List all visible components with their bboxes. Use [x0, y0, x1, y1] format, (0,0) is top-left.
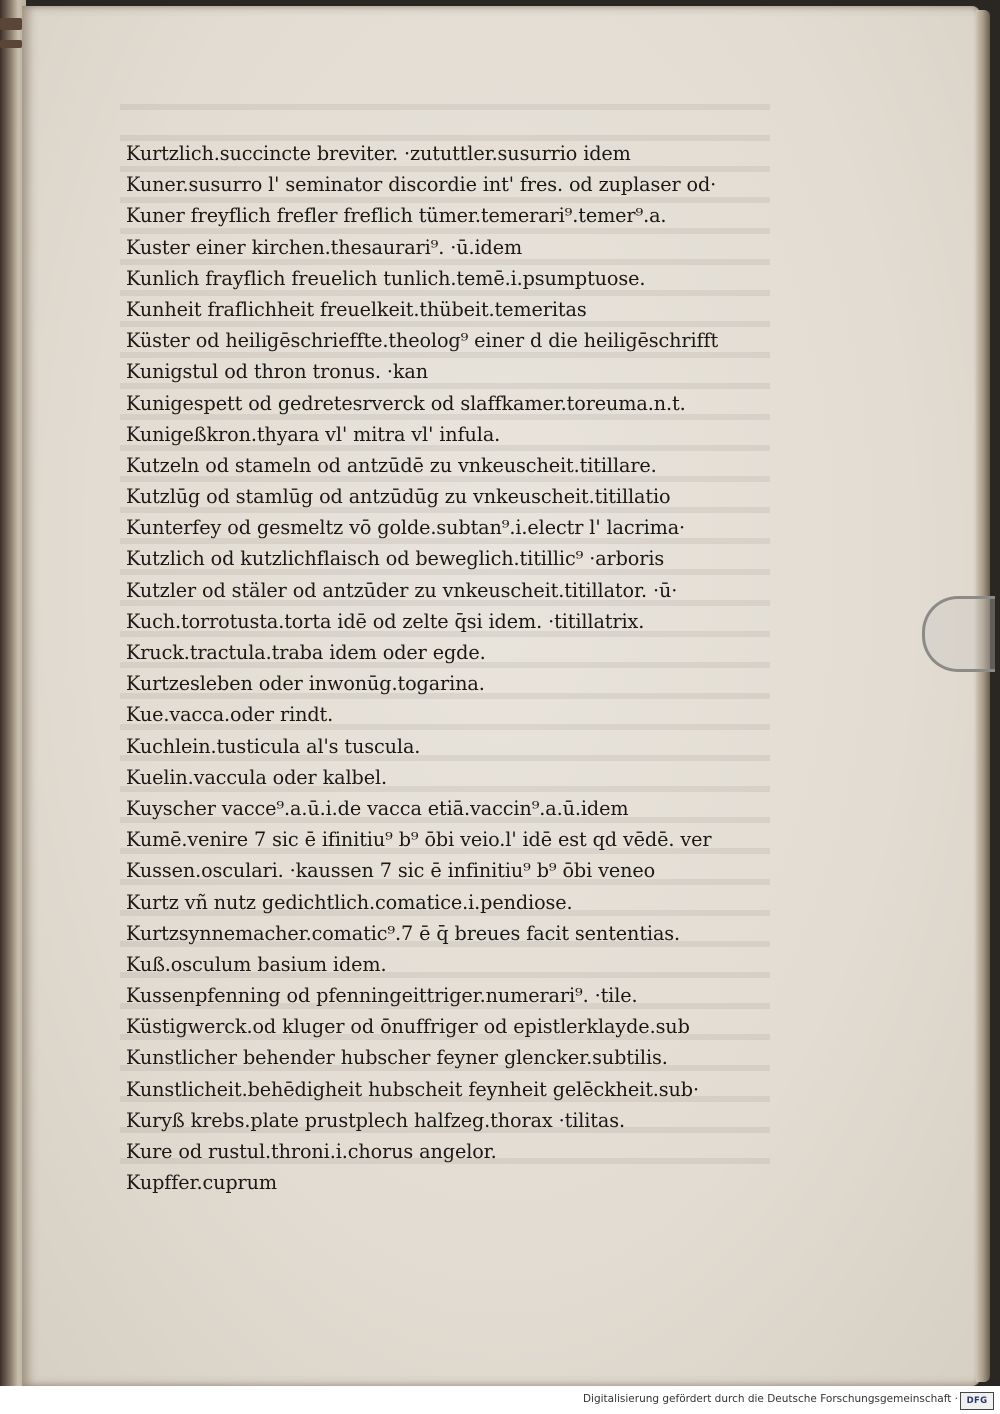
text-line: Kuster einer kirchen.thesaurari⁹. ·ū.idem — [126, 235, 523, 259]
text-line: Kupffer.cuprum — [126, 1171, 277, 1195]
text-line: Kutzlūg od stamlūg od antzūdūg zu vnkeuscheit.titillatio — [126, 485, 671, 509]
spine-band — [0, 40, 22, 48]
text-line: Kruck.tractula.traba idem oder egde. — [126, 641, 486, 664]
text-line: Kuch.torrotusta.torta idē od zelte q̄si idem. ·titillatrix. — [126, 609, 645, 633]
footer-bar — [0, 1386, 1000, 1414]
spine-band — [0, 18, 22, 30]
text-line: Kurtzesleben oder inwonūg.togarina. — [126, 672, 485, 696]
text-line: Kussen.osculari. ·kaussen 7 sic ē infinitiu⁹ b⁹ ōbi veneo — [126, 859, 656, 883]
text-line: Kutzeln od stameln od antzūdē zu vnkeuscheit.titillare. — [126, 453, 657, 477]
page-text — [126, 138, 776, 1198]
text-line: Kue.vacca.oder rindt. — [126, 703, 334, 727]
text-line: Kuchlein.tusticula al's tuscula. — [126, 734, 421, 758]
text-line: Kutzler od stäler od antzūder zu vnkeuscheit.titillator. ·ū· — [126, 578, 678, 602]
page-clip — [922, 596, 995, 672]
text-line: Kunigespett od gedretesrverck od slaffkamer.toreuma.n.t. — [126, 391, 686, 415]
text-line: Kunigeßkron.thyara vl' mitra vl' infula. — [126, 422, 501, 446]
text-line: Kuryß krebs.plate prustplech halfzeg.thorax ·tilitas. — [126, 1108, 625, 1132]
text-line: Kutzlich od kutzlichflaisch od beweglich.titillic⁹ ·arboris — [126, 547, 665, 571]
text-line: Kunstlicheit.behēdigheit hubscheit feynheit gelēckheit.sub· — [126, 1077, 699, 1101]
dfg-logo: DFG — [960, 1392, 994, 1410]
text-line: Kunlich frayflich freuelich tunlich.temē.i.psumptuose. — [126, 266, 646, 290]
text-line: Kuyscher vacce⁹.a.ū.i.de vacca etiā.vaccin⁹.a.ū.idem — [126, 796, 629, 820]
text-line: Kurtz vñ nutz gedichtlich.comatice.i.pendiose. — [126, 890, 573, 914]
text-line: Kunterfey od gesmeltz vō golde.subtan⁹.i.electr l' lacrima· — [126, 516, 686, 540]
page-stack-edge — [976, 10, 990, 1382]
text-line: Kunheit fraflichheit freuelkeit.thübeit.temeritas — [126, 297, 587, 321]
text-line: Küstigwerck.od kluger od ōnuffriger od epistlerklayde.sub — [126, 1015, 690, 1039]
text-line: Kuß.osculum basium idem. — [126, 952, 387, 976]
text-line: Kunstlicher behender hubscher feyner glencker.subtilis. — [126, 1046, 668, 1070]
text-line: Kunigstul od thron tronus. ·kan — [126, 360, 428, 384]
text-line: Kumē.venire 7 sic ē ifinitiu⁹ b⁹ ōbi veio.l' idē est qd vēdē. ver — [126, 828, 712, 852]
funding-note: Digitalisierung gefördert durch die Deutsche Forschungsgemeinschaft · — [582, 1393, 958, 1405]
text-line: Küster od heiligēschrieffte.theolog⁹ einer d die heiligēschrifft — [126, 329, 719, 353]
text-line: Kuelin.vaccula oder kalbel. — [126, 765, 387, 789]
text-line: Kuner freyflich frefler freflich tümer.temerari⁹.temer⁹.a. — [126, 204, 667, 228]
text-line: Kuner.susurro l' seminator discordie int' fres. od zuplaser od· — [126, 173, 717, 197]
text-line: Kurtzlich.succincte breviter. ·zututtler.susurrio idem — [126, 142, 631, 165]
text-line: Kussenpfenning od pfenningeittriger.numerari⁹. ·tile. — [126, 984, 638, 1008]
text-line: Kure od rustul.throni.i.chorus angelor. — [126, 1140, 497, 1163]
text-line: Kurtzsynnemacher.comatic⁹.7 ē q̄ breues facit sententias. — [126, 921, 681, 945]
